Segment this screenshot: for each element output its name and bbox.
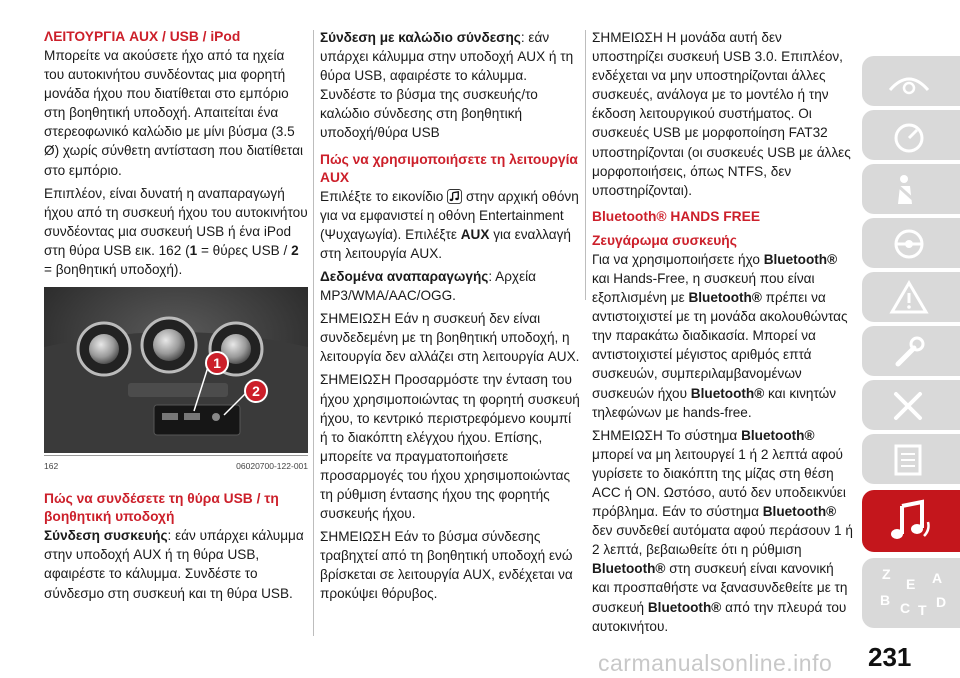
- section-heading-bluetooth: Bluetooth® HANDS FREE: [592, 208, 761, 224]
- car-dashboard-icon: [884, 62, 934, 102]
- tab-warning-lights[interactable]: [862, 272, 960, 322]
- note-bluetooth: ΣΗΜΕΙΩΣΗ Το σύστημα Bluetooth® μπορεί να μη λειτουργεί 1 ή 2 λεπτά αφού γυρίσετε το διακόπτη της μίζας στη θέση ACC ή ON. Ωστόσο, αυτό δεν υποδεικνύει πρόβλημα. Εάν το σύστημα Bluetooth® δεν συνδεθεί αυτόματα αφού περάσουν 1 ή 2 λεπτά, βεβαιωθείτε ότι η ρύθμιση Bluetooth® στη συσκευή είναι κανονική και προσπαθήστε να ξανασυνδεθείτε με τη συσκευή Bluetooth® από την πλευρά του αυτοκινήτου.: [592, 427, 853, 634]
- tab-maintenance[interactable]: [862, 380, 960, 430]
- paragraph-playback-data: Δεδομένα αναπαραγωγής: Αρχεία MP3/WMA/AAC/OGG.: [320, 268, 537, 304]
- technical-data-icon: [884, 440, 934, 480]
- breakdown-wrench-icon: [884, 332, 934, 372]
- callout-usb-ports: 1: [205, 351, 229, 375]
- section-heading-use-aux: Πώς να χρησιμοποιήσετε τη λειτουργία AUX: [320, 151, 578, 185]
- watermark: carmanualsonline.info: [598, 650, 833, 676]
- callout-aux-jack: 2: [244, 379, 268, 403]
- column-divider: [585, 30, 586, 300]
- usb-aux-ports-photo: [44, 287, 308, 453]
- column-right: [592, 28, 854, 640]
- note-usb-support: ΣΗΜΕΙΩΣΗ Η μονάδα αυτή δεν υποστηρίζει συσκευή USB 3.0. Επιπλέον, ενδέχεται να μην υποστηρίζονται άλλες συσκευές, ανάλογα με το μοντέλο ή την έκδοση λειτουργικού συστήματος. Οι συσκευές USB με μορφοποίηση FAT32 υποστηρίζονται (οι συσκευές USB με άλλες μορφοποιήσεις, όπως NTFS, δεν υποστηρίζονται).: [592, 30, 851, 198]
- seatbelt-airbag-icon: [884, 170, 934, 210]
- tab-car-dashboard[interactable]: [862, 56, 960, 106]
- paragraph-device-connection: Σύνδεση συσκευής: εάν υπάρχει κάλυμμα στην υποδοχή AUX ή τη θύρα USB, αφαιρέστε το κάλυμμα. Συνδέστε το σύνδεσμο στη συσκευή και τη θύρα USB.: [44, 528, 304, 601]
- index-letters-icon: Z E A B C T D: [880, 566, 947, 618]
- figure-caption: [44, 455, 308, 476]
- multimedia-music-icon: [884, 496, 940, 548]
- console-photo-illustration: [44, 287, 308, 453]
- paragraph-pairing: Για να χρησιμοποιήσετε ήχο Bluetooth® και Hands-Free, η συσκευή που είναι εξοπλισμένη με Bluetooth® πρέπει να αντιστοιχιστεί με τη μονάδα ακολουθώντας την παρακάτω διαδικασία. Μπορεί να αντιστοιχιστεί μέγιστος αριθμός επτά συσκευών, συμπεριλαμβανομένων συσκευών ήχου Bluetooth® και κινητών τηλεφώνων με hands-free.: [592, 251, 848, 420]
- page-number: 231: [868, 642, 912, 672]
- paragraph-cable-connection: Σύνδεση με καλώδιο σύνδεσης: εάν υπάρχει κάλυμμα στην υποδοχή AUX ή τη θύρα USB, αφαιρέστε το κάλυμμα. Συνδέστε το βύσμα της συσκευής/το καλώδιο σύνδεσης στη βοηθητική υποδοχή/θύρα USB: [320, 30, 574, 141]
- tab-index[interactable]: [862, 558, 960, 628]
- tab-multimedia[interactable]: [862, 490, 960, 552]
- figure-code: 06020700-122-001: [236, 461, 308, 472]
- tab-gauges[interactable]: [862, 110, 960, 160]
- paragraph-usb-intro: Επιπλέον, είναι δυνατή η αναπαραγωγή ήχου από τη συσκευή ήχου του αυτοκινήτου συνδέοντας μια συσκευή USB ή ένα iPod στη θύρα USB εικ. 162 (1 = θύρες USB / 2 = βοηθητική υποδοχή).: [44, 185, 308, 278]
- paragraph-aux-intro: Μπορείτε να ακούσετε ήχο από τα ηχεία του αυτοκινήτου συνδέοντας μια φορητή μονάδα ήχου που διατίθεται στο εμπόριο στη βοηθητική υποδοχή. Απαιτείται ένα στερεοφωνικό καλώδιο με μίνι βύσμα (3.5 Ø) χωρίς σύνθετη αντίσταση που διατίθεται στο εμπόριο.: [44, 48, 303, 178]
- dashboard-gauge-icon: [884, 116, 934, 156]
- note-not-connected: ΣΗΜΕΙΩΣΗ Εάν η συσκευή δεν είναι συνδεδεμένη με τη βοηθητική υποδοχή, η λειτουργία δεν αλλάζει στη λειτουργία AUX.: [320, 311, 580, 365]
- paragraph-select-aux: Επιλέξτε το εικονίδιο στην αρχική οθόνη για να εμφανιστεί η οθόνη Entertainment (Ψυχαγωγία). Επιλέξτε AUX για εναλλαγή στη λειτουργία AUX.: [320, 188, 579, 261]
- tab-emergency[interactable]: [862, 326, 960, 376]
- section-heading-aux-usb: ΛΕΙΤΟΥΡΓΙΑ AUX / USB / iPod: [44, 29, 241, 44]
- figure-number: 162: [44, 461, 59, 472]
- column-middle: [320, 28, 582, 608]
- music-note-icon: [447, 189, 462, 204]
- subheading-pairing: Ζευγάρωμα συσκευής: [592, 232, 737, 248]
- note-noise: ΣΗΜΕΙΩΣΗ Εάν το βύσμα σύνδεσης τραβηχτεί από τη βοηθητική υποδοχή ενώ βρίσκεται σε λειτουργία AUX, ενδέχεται να προκύψει θόρυβος.: [320, 529, 573, 602]
- column-left: [44, 28, 308, 607]
- column-divider: [313, 30, 314, 636]
- section-heading-connect-usb: Πώς να συνδέσετε τη θύρα USB / τη βοηθητική υποδοχή: [44, 491, 279, 525]
- maintenance-tools-icon: [884, 386, 934, 426]
- tab-technical-data[interactable]: [862, 434, 960, 484]
- steering-key-icon: [884, 224, 934, 264]
- tab-safety[interactable]: [862, 164, 960, 214]
- warning-triangle-icon: [884, 278, 934, 318]
- tab-starting-driving[interactable]: [862, 218, 960, 268]
- note-volume: ΣΗΜΕΙΩΣΗ Προσαρμόστε την ένταση του ήχου χρησιμοποιώντας τη φορητή συσκευή ήχου, το κεντρικό περιστρεφόμενο κουμπί ή το διακόπτη ελέγχου ήχου. Επίσης, μπορείτε να πραγματοποιήσετε προσαρμογές του ήχου χρησιμοποιώντας τη ρύθμιση έντασης ήχου της φορητής συσκευής ήχου.: [320, 372, 580, 522]
